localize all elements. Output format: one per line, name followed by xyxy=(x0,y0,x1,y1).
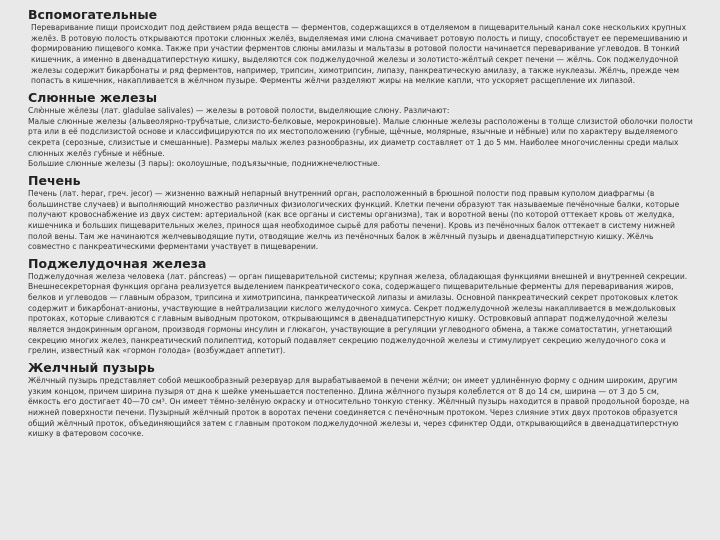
paragraph: Большие слюнные железы (3 пары): околоушные, подъязычные, поднижнечелюстные. xyxy=(28,159,380,169)
section-pancreas xyxy=(28,255,694,357)
section-body xyxy=(28,272,694,357)
section-liver xyxy=(28,172,694,253)
section-title: Поджелудочная железа xyxy=(28,255,207,271)
section-title: Слюнные железы xyxy=(28,89,158,105)
section-body xyxy=(28,376,694,440)
paragraph: Переваривание пищи происходит под действием ряда веществ — ферментов, содержащихся в отделяемом в пищеварительный канал соке нескольких крупных желёз. В ротовую полость открываются протоки слюнных желёз, выделяемая ими слюна смачивает ротовую полость и пищу, способствует ее перемешиванию и формированию пищевого комка. Также при участии ферментов слюны амилазы и мальтазы в ротовой полости начинается переваривание углеводов. В тонкий кишечник, а именно в двенадцатиперстную кишку, выделяются сок поджелудочной железы и золотисто-жёлтый секрет печени — жёлчь. Сок поджелудочной железы содержит бикарбонаты и ряд ферментов, например, трипсин, химотрипсин, липазу, панкреатическую амилазу, а также нуклеазы. Жёлчь, прежде чем попасть в кишечник, накапливается в жёлчном пузыре. Ферменты жёлчи разделяют жиры на мелкие капли, что ускоряет расщепление их липазой. xyxy=(31,23,688,86)
paragraph: Печень (лат. hepar, греч. jecor) — жизненно важный непарный внутренний орган, расположенный в брюшной полости под правым куполом диафрагмы (в большинстве случаев) и выполняющий множество различных физиологических функций. Клетки печени образуют так называемые печёночные балки, которые получают кровоснабжение из двух систем: артериальной (как все органы и системы организма), так и воротной вены (по которой оттекает кровь от желудка, кишечника и больших пищеварительных желез, принося щая необходимое сырьё для работы печени). Кровь из печёночных балок оттекает в систему нижней полой вены. Там же начинаются желчевыводящие пути, отводящие желчь из печёночных балок в жёлчный пузырь и двенадцатиперстную кишку. Жёлчь совместно с панкреатическими ферментами участвует в пищеварении. xyxy=(28,188,680,252)
paragraph: Малые слюнные железы (альвеолярно-трубчатые, слизисто-белковые, мерокриновые). Малые слюнные железы расположены в толще слизистой оболочки полости рта или в её подслизистой основе и классифицируются по их местоположению (губные, щёчные, молярные, язычные и нёбные) или по характеру выделяемого секрета (серозные, слизистые и смешанные). Размеры малых желез разнообразны, их диаметр составляет от 1 до 5 мм. Наиболее многочисленны среди малых слюнных желёз губные и нёбные. xyxy=(28,116,693,158)
paragraph: Жёлчный пузырь представляет собой мешкообразный резервуар для вырабатываемой в печени жёлчи; он имеет удлинённую форму с одним широким, другим узким концом, причем ширина пузыря от дна к шейке уменьшается постепенно. Длина жёлчного пузыря колеблется от 8 до 14 см, ширина — от 3 до 5 см, ёмкость его достигает 40—70 см³. Он имеет тёмно-зелёную окраску и относительно тонкую стенку. Жёлчный пузырь находится в правой продольной борозде, на нижней поверхности печени. Пузырный жёлчный проток в воротах печени соединяется с печёночным протоком. Через слияние этих двух протоков образуется общий жёлчный проток, объединяющийся затем с главным протоком поджелудочной железы и, через сфинктер Одди, открывающийся в двенадцатиперстную кишку в фатеровом сосочке. xyxy=(28,376,690,439)
section-body xyxy=(28,189,694,253)
section-title: Печень xyxy=(28,172,81,188)
section-title: Вспомогательные xyxy=(28,7,158,22)
section-title: Желчный пузырь xyxy=(28,360,155,376)
section-gallbladder xyxy=(28,359,694,440)
paragraph: Поджелудочная железа человека (лат. páncreas) — орган пищеварительной системы; крупная железа, обладающая функциями внешней и внутренней секреции. Внешнесекреторная функция органа реализуется выделением панкреатического сока, содержащего пищеварительные ферменты для переваривания жиров, белков и углеводов — главным образом, трипсина и химотрипсина, панкреатической липазы и амилазы. Основной панкреатический секрет протоковых клеток содержит и бикарбонат-анионы, участвующие в нейтрализации кислого желудочного химуса. Секрет поджелудочной железы накапливается в междольковых протоках, которые сливаются с главным выводным протоком, открывающимся в двенадцатиперстную кишку. Островковый аппарат поджелудочной железы является эндокринным органом, производя гормоны инсулин и глюкагон, участвующие в регуляции углеводного обмена, а также соматостатин, угнетающий секрецию многих желез, панкреатический полипептид, который подавляет секрецию поджелудочной железы и стимулирует секрецию желудочного сока и грелин, известный как «гормон голода» (возбуждает аппетит). xyxy=(28,271,688,356)
paragraph: Слю́нные жёлезы (лат. gladulae salivales) — железы в ротовой полости, выделяющие слюну. Различают: xyxy=(28,105,450,115)
section-body xyxy=(28,23,694,87)
section-auxiliary xyxy=(28,6,694,87)
section-salivary-glands xyxy=(28,89,694,170)
section-body xyxy=(28,106,694,170)
